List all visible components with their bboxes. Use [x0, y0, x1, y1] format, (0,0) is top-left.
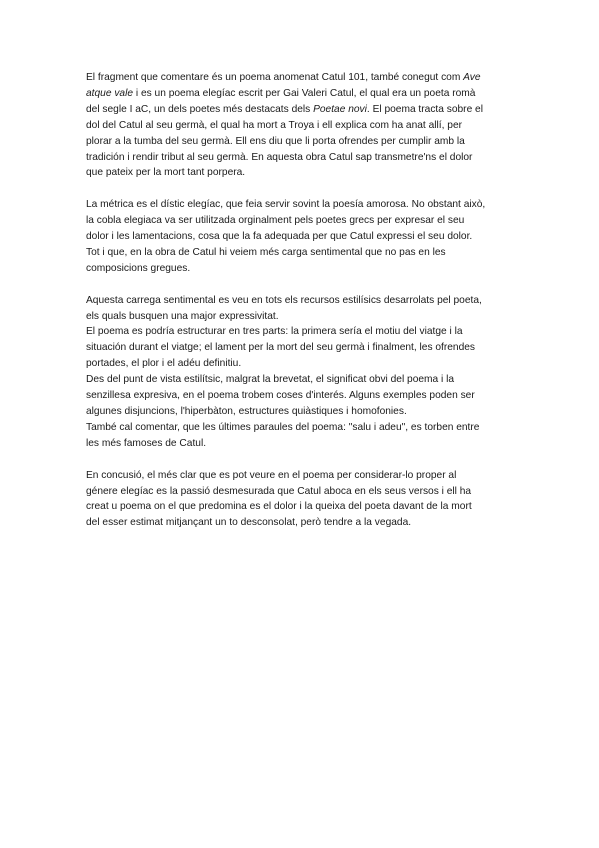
text-line: tradición i rendir tribut al seu germà. En aquesta obra Catul sap transmetre'ns el dolor [86, 151, 473, 163]
text-line: algunes disjuncions, l'hiperbàton, estructures quiàstiques i homofonies. [86, 406, 407, 417]
text-line: dolor i les lamentacions, cosa que la fa adequada per que Catul expressi el seu dolor. [86, 231, 473, 243]
text-line: del esser estimat mitjançant un to desconsolat, però tendre a la vegada. [86, 517, 412, 529]
text-line: atque vale i es un poema elegíac escrit per Gai Valeri Catul, el qual era un poeta romà [86, 87, 476, 99]
text-line: composicions gregues. [86, 262, 191, 274]
text-line: El fragment que comentare és un poema anomenat Catul 101, també conegut com Ave [86, 72, 481, 83]
text-line: portades, el plor i el adéu definitiu. [86, 358, 242, 370]
text-line: del segle I aC, un dels poetes més destacats dels Poetae novi. El poema tracta sobre el [86, 103, 483, 115]
text-line: creat u poema on el que predomina es el dolor i la queixa del poeta davant de la mort [86, 501, 472, 513]
text-line: que pateix per la mort tant porpera. [86, 167, 246, 179]
paragraph-intro [86, 70, 516, 181]
text-line: dol del Catul al seu germà, el qual ha mort a Troya i ell explica com ha anat allí, per [86, 119, 463, 131]
paragraph-metrics [86, 197, 516, 277]
text-line: senzillesa expresiva, en el poema trobem coses d'interés. Alguns exemples poden ser [86, 390, 475, 402]
paragraph-style [86, 293, 516, 452]
text-line: Aquesta carrega sentimental es veu en tots els recursos estilísics desarrolats pel poeta, [86, 294, 482, 306]
document-body [86, 70, 516, 547]
paragraph-conclusion [86, 468, 516, 532]
text-line: La métrica es el dístic elegíac, que feia servir sovint la poesía amorosa. No obstant això, [86, 199, 486, 211]
text-line: El poema es podría estructurar en tres parts: la primera sería el motiu del viatge i la [86, 326, 463, 338]
text-line: génere elegíac es la passió desmesurada que Catul aboca en els seus versos i ell ha [86, 485, 472, 497]
text-line: plorar a la tumba del seu germà. Ell ens diu que li porta ofrendes per cumplir amb la [86, 135, 465, 147]
text-line: En concusió, el més clar que es pot veure en el poema per considerar-lo proper al [86, 469, 457, 481]
text-line: situación durant el viatge; el lament per la mort del seu germà i finalment, les ofrendes [86, 342, 476, 354]
text-line: la cobla elegiaca va ser utilitzada orginalment pels poetes grecs per expresar el seu [86, 215, 465, 227]
text-line: els quals busquen una major expressivitat. [86, 310, 279, 322]
text-line: Tot i que, en la obra de Catul hi veiem més carga sentimental que no pas en les [86, 246, 446, 258]
text-line: les més famoses de Catul. [86, 437, 207, 449]
text-line: Des del punt de vista estilítsic, malgrat la brevetat, el significat obvi del poema i la [86, 374, 455, 386]
text-line: També cal comentar, que les últimes paraules del poema: "salu i adeu", es torben entre [86, 421, 480, 433]
